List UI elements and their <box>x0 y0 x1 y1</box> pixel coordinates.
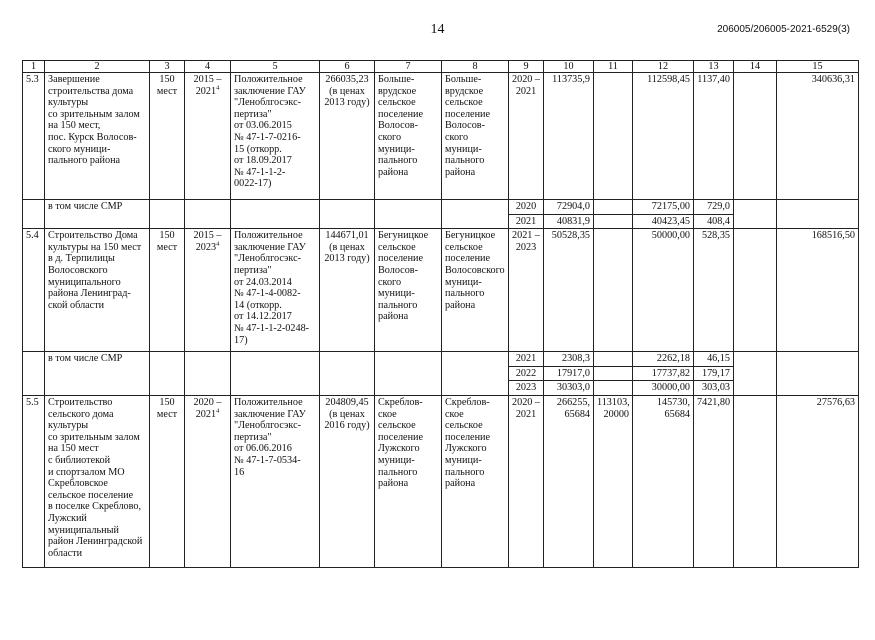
header-cell: 14 <box>734 61 777 73</box>
period: 2020 – 2021$^4$ <box>185 395 231 567</box>
empty-cell <box>150 200 185 229</box>
customer: Бегуницкое сельское поселение Волосов- ского муници- пального района <box>375 229 442 352</box>
empty-cell <box>23 352 45 396</box>
developer: Больше- врудское сельское поселение Волосов- ского муници- пального района <box>442 73 509 200</box>
header-cell: 9 <box>509 61 544 73</box>
expertise: Положительное заключение ГАУ "Леноблгосэкс- пертиза" от 24.03.2014 № 47-1-4-0082- 14 (откорр. от 14.12.2017 № 47-1-1-2-0248- 17) <box>231 229 320 352</box>
value-col15: 27576,63 <box>777 395 859 567</box>
header-cell: 6 <box>320 61 375 73</box>
empty-cell <box>23 200 45 229</box>
smr-col12: 17737,82 <box>633 366 694 381</box>
years: 2020 – 2021 <box>509 73 544 200</box>
smr-col13: 46,15 <box>694 352 734 367</box>
header-cell: 10 <box>544 61 594 73</box>
years: 2020 – 2021 <box>509 395 544 567</box>
smr-col10: 17917,0 <box>544 366 594 381</box>
smr-col13: 179,17 <box>694 366 734 381</box>
object-name: Завершение строительства дома культуры со зрительным залом на 150 мест, пос. Курск Волосов- ского муници- пального района <box>45 73 150 200</box>
value-col13: 7421,80 <box>694 395 734 567</box>
header-cell: 1 <box>23 61 45 73</box>
value-col11 <box>594 229 633 352</box>
smr-col10: 30303,0 <box>544 381 594 396</box>
value-col15: 168516,50 <box>777 229 859 352</box>
cost: 144671,01 (в ценах 2013 году) <box>320 229 375 352</box>
value-col11 <box>594 73 633 200</box>
smr-col12: 72175,00 <box>633 200 694 215</box>
value-col12: 145730, 65684 <box>633 395 694 567</box>
value-col10: 113735,9 <box>544 73 594 200</box>
empty-cell <box>185 352 231 396</box>
empty-cell <box>594 381 633 396</box>
empty-cell <box>375 200 442 229</box>
empty-cell <box>734 200 777 229</box>
smr-col13: 303,03 <box>694 381 734 396</box>
empty-cell <box>442 352 509 396</box>
table-row <box>23 395 859 567</box>
smr-col13: 729,0 <box>694 200 734 215</box>
years: 2021 – 2023 <box>509 229 544 352</box>
header-cell: 11 <box>594 61 633 73</box>
empty-cell <box>442 200 509 229</box>
object-name: Строительство Дома культуры на 150 мест в д. Терпилицы Волосовского муниципального района Ленинград- ской области <box>45 229 150 352</box>
capacity: 150 мест <box>150 395 185 567</box>
empty-cell <box>777 200 859 229</box>
document-code: 206005/206005-2021-6529(3) <box>717 24 850 35</box>
customer: Скреблов- ское сельское поселение Лужского муници- пального района <box>375 395 442 567</box>
developer: Скреблов- ское сельское поселение Лужского муници- пального района <box>442 395 509 567</box>
value-col12: 112598,45 <box>633 73 694 200</box>
smr-col12: 40423,45 <box>633 214 694 229</box>
object-name: Строительство сельского дома культуры со зрительным залом на 150 мест с библиотекой и спортзалом МО Скребловское сельское поселение в поселке Скреблово, Лужский муниципальный район Ленинградской области <box>45 395 150 567</box>
header-cell: 15 <box>777 61 859 73</box>
header-cell: 7 <box>375 61 442 73</box>
value-col14 <box>734 229 777 352</box>
header-cell: 4 <box>185 61 231 73</box>
table-row <box>23 229 859 352</box>
smr-year: 2023 <box>509 381 544 396</box>
customer: Больше- врудское сельское поселение Волосов- ского муници- пального района <box>375 73 442 200</box>
row-number: 5.4 <box>23 229 45 352</box>
period: 2015 – 2023$^4$ <box>185 229 231 352</box>
value-col15: 340636,31 <box>777 73 859 200</box>
smr-col12: 2262,18 <box>633 352 694 367</box>
smr-year: 2021 <box>509 352 544 367</box>
row-number: 5.5 <box>23 395 45 567</box>
smr-col13: 408,4 <box>694 214 734 229</box>
smr-label: в том числе СМР <box>45 200 150 229</box>
cost: 204809,45 (в ценах 2016 году) <box>320 395 375 567</box>
empty-cell <box>594 366 633 381</box>
empty-cell <box>594 200 633 215</box>
header-cell: 3 <box>150 61 185 73</box>
row-number: 5.3 <box>23 73 45 200</box>
expertise: Положительное заключение ГАУ "Леноблгосэкс- пертиза" от 06.06.2016 № 47-1-7-0534- 16 <box>231 395 320 567</box>
expertise: Положительное заключение ГАУ "Леноблгосэкс- пертиза" от 03.06.2015 № 47-1-7-0216- 15 (откорр. от 18.09.2017 № 47-1-1-2- 0022-17) <box>231 73 320 200</box>
empty-cell <box>150 352 185 396</box>
header-cell: 12 <box>633 61 694 73</box>
cost: 266035,23 (в ценах 2013 году) <box>320 73 375 200</box>
value-col13: 1137,40 <box>694 73 734 200</box>
header-cell: 13 <box>694 61 734 73</box>
value-col14 <box>734 73 777 200</box>
empty-cell <box>231 200 320 229</box>
capacity: 150 мест <box>150 229 185 352</box>
smr-row <box>23 352 859 367</box>
empty-cell <box>231 352 320 396</box>
smr-year: 2020 <box>509 200 544 215</box>
header-cell: 2 <box>45 61 150 73</box>
value-col11: 113103, 20000 <box>594 395 633 567</box>
value-col14 <box>734 395 777 567</box>
smr-col10: 72904,0 <box>544 200 594 215</box>
smr-row <box>23 200 859 215</box>
smr-col10: 2308,3 <box>544 352 594 367</box>
page-number: 14 <box>430 22 445 37</box>
empty-cell <box>777 352 859 396</box>
header-cell: 8 <box>442 61 509 73</box>
empty-cell <box>375 352 442 396</box>
smr-year: 2022 <box>509 366 544 381</box>
header-row <box>23 61 859 73</box>
value-col10: 266255, 65684 <box>544 395 594 567</box>
table-row <box>23 73 859 200</box>
smr-year: 2021 <box>509 214 544 229</box>
value-col12: 50000,00 <box>633 229 694 352</box>
empty-cell <box>734 352 777 396</box>
header-cell: 5 <box>231 61 320 73</box>
capacity: 150 мест <box>150 73 185 200</box>
smr-col12: 30000,00 <box>633 381 694 396</box>
value-col10: 50528,35 <box>544 229 594 352</box>
smr-col10: 40831,9 <box>544 214 594 229</box>
program-table <box>22 60 859 568</box>
empty-cell <box>594 352 633 367</box>
empty-cell <box>320 200 375 229</box>
empty-cell <box>185 200 231 229</box>
developer: Бегуницкое сельское поселение Волосовского муници- пального района <box>442 229 509 352</box>
period: 2015 – 2021$^4$ <box>185 73 231 200</box>
smr-label: в том числе СМР <box>45 352 150 396</box>
value-col13: 528,35 <box>694 229 734 352</box>
empty-cell <box>320 352 375 396</box>
empty-cell <box>594 214 633 229</box>
